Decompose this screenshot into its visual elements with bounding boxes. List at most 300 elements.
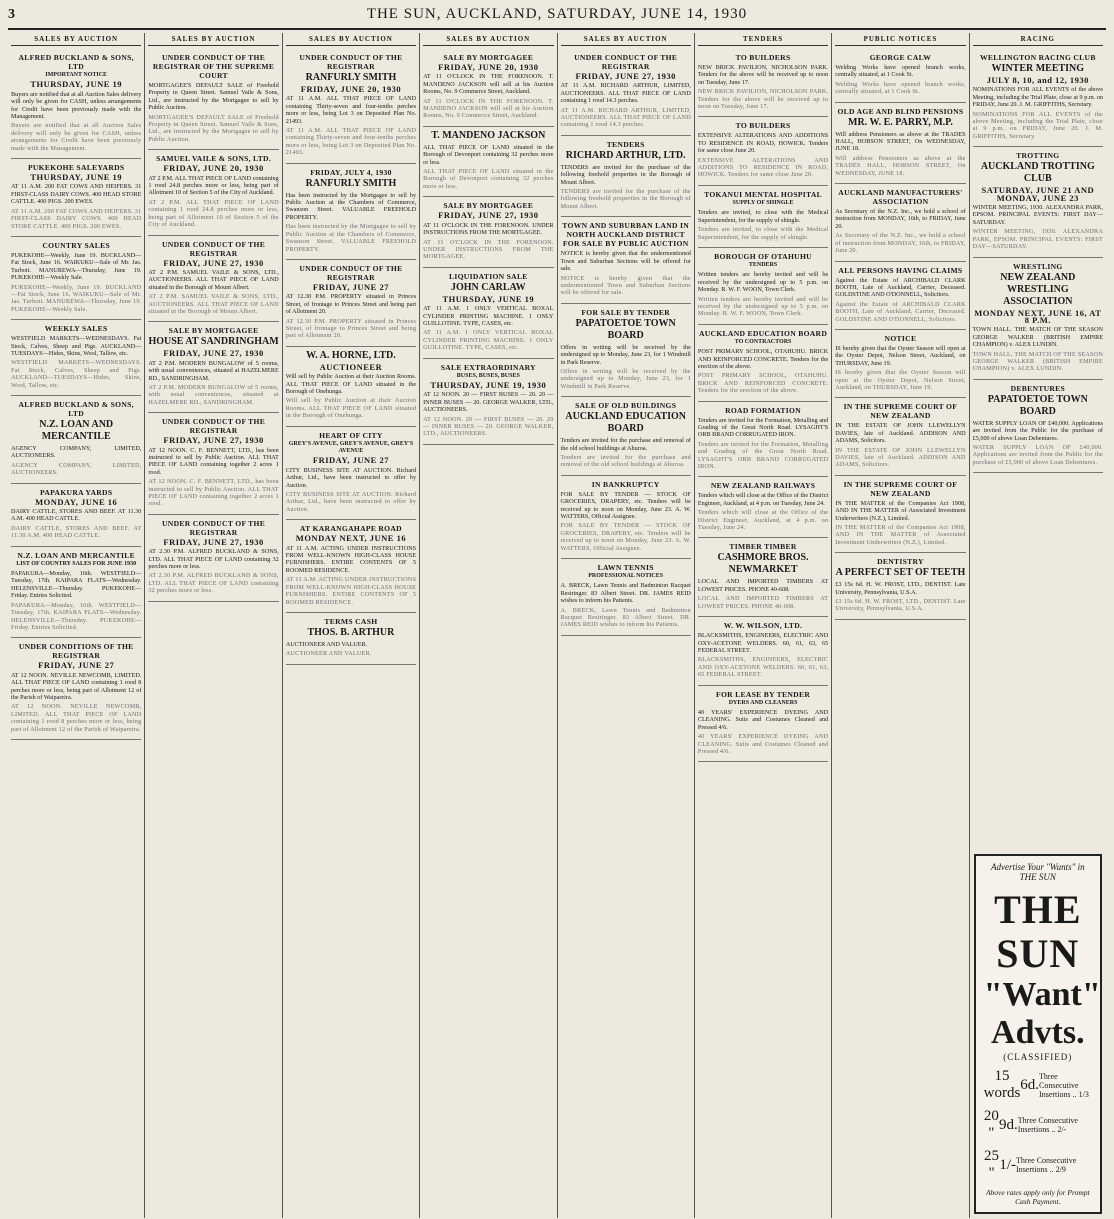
ad-filler-text: WINTER MEETING, 1930. ALEXANDRA PARK, EPSOM. PRINCIPAL EVENTS: FIRST DAY—SATURDAY.: [972, 228, 1103, 251]
ad-title: UNDER CONDUCT OF THE REGISTRAR: [299, 263, 403, 282]
ad-body: LOCAL AND IMPORTED TIMBERS AT LOWEST PRICES. PHONE 40-608.: [697, 578, 829, 593]
column-4: [420, 33, 557, 1218]
ad-body: TENDERS are invited for the purchase of the following freehold properties in the Borough of Mount Albert.: [560, 163, 691, 186]
ad-headline: MR. W. E. PARRY, M.P.: [848, 116, 953, 128]
ad-filler-text: Will sell by Public Auction at their Auction Rooms. ALL THAT PIECE OF LAND situated in the Borough of Onehunga.: [285, 397, 417, 420]
ad-title: TOWN AND SUBURBAN LAND IN NORTH AUCKLAND DISTRICT FOR SALE BY PUBLIC AUCTION: [562, 221, 690, 249]
advertisement: [148, 322, 278, 413]
ad-body: ALL THAT PIECE OF LAND situated in the Borough of Devonport containing 32 perches more or less.: [423, 143, 554, 166]
ad-headline: THOS. B. ARTHUR: [307, 626, 395, 638]
rate-three-insertions: Three Consecutive Insertions .. 1/3: [1039, 1071, 1089, 1099]
ad-body: Will sell by Public Auction at their Auction Rooms. ALL THAT PIECE OF LAND situated in the Borough of Onehunga.: [285, 373, 417, 395]
ad-filler-text: PAPAKURA—Monday, 16th. WESTFIELD—Tuesday, 17th. KAIPARA FLATS—Wednesday. HELENSVILLE—Thursday. PUKEKOHE—Friday. Entries Solicited.: [11, 601, 142, 631]
ad-date: THURSDAY, JUNE 19: [30, 172, 123, 183]
ad-filler-text: AT 11 A.M. ALL THAT PIECE OF LAND containing Thirty-seven and four-tenths perches more or less, being Lot 3 on Deposited Plan No. 21493.: [285, 127, 417, 157]
ad-body: A. BRECK, Lawn Tennis and Badminton Racquet Restringer. 83 Albert Street. DR. JAMES REID wishes to inform his Patients.: [560, 582, 691, 605]
advertisement: [561, 476, 691, 559]
masthead: [8, 6, 1106, 30]
ad-title: IN THE SUPREME COURT OF NEW ZEALAND: [843, 479, 958, 498]
ad-title: FOR SALE BY TENDER: [581, 307, 671, 317]
ad-body: Written tenders are hereby invited and will be received by the undersigned up to 5 p.m. on Monday. R. W. F. WOON, Town Clerk.: [697, 271, 829, 294]
advertisement: [835, 262, 965, 330]
ad-filler-text: ALL THAT PIECE OF LAND situated in the Borough of Devonport containing 32 perches more or less.: [423, 168, 554, 190]
ad-body: PUKEKOHE—Weekly, June 19. BUCKLAND—Fat Stock, June 16. WAIKUKU—Sale of Mr. Jas. Turbott. MANUREWA—Thursday, June 19. PUKEKOHE—Weekly Sale.: [11, 251, 142, 282]
ad-title: ALL PERSONS HAVING CLAIMS: [838, 265, 963, 275]
ad-title: NOTICE: [884, 333, 917, 343]
advertisement: [835, 553, 965, 620]
ad-title: UNDER CONDUCT OF THE REGISTRAR: [162, 239, 266, 258]
ad-title: TIMBER TIMBER: [729, 542, 797, 552]
ad-body: AT 12 NOON. C. F. BENNETT, LTD., has been instructed to sell by Public Auction. ALL THAT PIECE OF LAND containing together 2 acres 1 rood.: [148, 446, 279, 476]
ad-body: AT 2 P.M. MODERN BUNGALOW of 5 rooms, with usual conveniences, situated at HAZELMERE RD., SANDRINGHAM.: [148, 359, 279, 382]
ad-title: UNDER CONDUCT OF THE REGISTRAR: [162, 518, 266, 537]
ad-date: FRIDAY, JUNE 27, 1930: [163, 257, 264, 268]
advertisement: [561, 136, 691, 217]
ad-filler-text: AT 2 P.M. SAMUEL VAILE & SONS, LTD., AUCTIONEERS. ALL THAT PIECE OF LAND situated in the Borough of Mount Albert.: [148, 293, 279, 315]
advertisement: [286, 427, 416, 521]
advertisement: [973, 49, 1103, 147]
ad-title: HEART OF CITY: [319, 430, 383, 440]
ad-filler-text: NOTICE is hereby given that the undermentioned Town and Suburban Sections will be offered for sale.: [560, 274, 691, 297]
rate-price: 1/-: [999, 1156, 1017, 1173]
ad-date: MONDAY, JUNE 16: [35, 496, 118, 507]
ad-title: WELLINGTON RACING CLUB: [979, 53, 1096, 62]
ad-title: PUKEKOHE SALEYARDS: [27, 163, 125, 173]
column-2: [145, 33, 282, 1218]
newspaper-title: THE SUN, AUCKLAND, SATURDAY, JUNE 14, 1930: [366, 6, 748, 22]
ad-title: ALFRED BUCKLAND & SONS, LTD: [18, 53, 134, 71]
ad-body: FOR SALE BY TENDER — STOCK OF GROCERIES, DRAPERY, etc. Tenders will be received up to noon on Monday, June 23. A. W. WATTERS, Official Assignee.: [560, 490, 691, 520]
ad-body: Will address Pensioners as above at the TRADES HALL, HOBSON STREET, On WEDNESDAY, JUNE 18.: [835, 130, 966, 153]
ad-title: SALE OF OLD BUILDINGS: [575, 401, 677, 411]
advertisement: [11, 320, 141, 396]
ad-body: AT 11 A.M. RICHARD ARTHUR, LIMITED, AUCTIONEERS. ALL THAT PIECE OF LAND containing 1 rood 14.3 perches.: [560, 82, 691, 105]
want-ads-classified: (CLASSIFIED): [1003, 1052, 1073, 1062]
ad-body: NOMINATIONS FOR ALL EVENTS of the above Meeting, including the Trial Plate, close at 9 p.m. on FRIDAY, June 20. J. M. GRIFFITHS, Secretary.: [972, 86, 1103, 109]
ad-title: TROTTING: [1016, 151, 1060, 161]
ad-filler-text: £3 15s 6d. H. W. FROST, LTD., DENTIST. Late University, Pennsylvania, U.S.A.: [835, 598, 966, 613]
advertisement: [698, 402, 828, 478]
ad-filler-text: AT 12 NOON. 20 — FIRST BUSES — 20. 20 — INNER BUSES — 20. GEORGE WALKER, LTD., AUCTIONEERS.: [423, 415, 554, 438]
ad-body: POST PRIMARY SCHOOL, OTAHUHU. BRICK AND REINFORCED CONCRETE. Tenders for the erection of the above.: [697, 348, 829, 370]
advertisement: [973, 380, 1103, 473]
ad-title: TENDERS: [606, 139, 645, 149]
ad-title: SALE BY MORTGAGEE: [443, 53, 534, 62]
ad-filler-text: Offers in writing will be received by the undersigned up to Monday, June 23, for 1 Windmill in Park Reserve.: [560, 367, 691, 390]
ad-headline: AUCKLAND TROTTING CLUB: [980, 161, 1095, 185]
advertisement: [148, 150, 278, 235]
ad-title: UNDER CONDUCT OF THE REGISTRAR: [574, 53, 678, 71]
ad-body: Tenders are invited, to close with the Medical Superintendent, for the supply of shingle.: [697, 209, 829, 224]
ad-filler-text: 40 YEARS' EXPERIENCE DYEING AND CLEANING. Suits and Costumes Cleaned and Pressed 4/6.: [697, 733, 829, 755]
ad-headline: CASHMORE BROS. NEWMARKET: [717, 552, 809, 576]
advertisement: [698, 477, 828, 538]
advertisement: [561, 217, 691, 303]
ad-date: MONDAY NEXT, JUNE 16, AT 8 P.M.: [974, 307, 1102, 325]
column-7: [832, 33, 969, 1218]
ad-subtitle: SUPPLY OF SHINGLE: [732, 199, 794, 206]
ad-body: WATER SUPPLY LOAN OF £40,000. Applications are invited from the Public for the purchase of £5,000 of above Loan Debentures.: [972, 419, 1103, 442]
ad-body: £3 15s 6d. H. W. FROST, LTD., DENTIST. Late University, Pennsylvania, U.S.A.: [835, 581, 966, 596]
ad-body: AT 11 O'CLOCK IN THE FORENOON. UNDER INSTRUCTIONS FROM THE MORTGAGEE.: [423, 221, 554, 237]
ad-title: TO BUILDERS: [735, 53, 791, 62]
ad-title: TERMS CASH: [324, 616, 378, 626]
rate-words: 25 ": [984, 1148, 999, 1181]
ad-title: ROAD FORMATION: [725, 405, 802, 415]
ad-date: FRIDAY, JUNE 20, 1930: [438, 62, 539, 72]
ad-headline: T. MANDENO JACKSON: [431, 129, 546, 141]
advertisement: [286, 260, 416, 347]
ad-filler-text: Buyers are notified that at all Auction Sales delivery will only be given for CASH, unless arrangements for Credit have been previously made with the Management.: [11, 122, 142, 152]
ad-date: FRIDAY, JUNE 20, 1930: [163, 163, 264, 174]
want-ads-title: "Want" Advts.: [983, 976, 1101, 1051]
ad-title: IN THE SUPREME COURT OF NEW ZEALAND: [843, 402, 958, 421]
ad-filler-text: Tenders are invited for the Formation, Metalling and Grading of the Great North Road. LYSAGHT'S ORB BRAND CORRUGATED IRON.: [697, 440, 829, 471]
want-ads-sun: THE SUN: [994, 887, 1082, 976]
ad-title: WEEKLY SALES: [44, 324, 108, 334]
column-heading: PUBLIC NOTICES: [835, 33, 965, 46]
advertisement: [286, 520, 416, 613]
column-3: [283, 33, 420, 1218]
ad-title: W. W. WILSON, LTD.: [723, 621, 803, 631]
ad-filler-text: NOMINATIONS FOR ALL EVENTS of the above Meeting, including the Trial Plate, close at 9 p.m. on FRIDAY, June 20. J. M. GRIFFITHS, Secretary.: [972, 110, 1103, 140]
ad-filler-text: AT 11 A.M. 1 ONLY VERTICAL BOXAL CYLINDER PRINTING MACHINE. 1 ONLY GUILLOTINE. TYPE, CASES, etc.: [423, 329, 554, 352]
ad-body: AT 2 P.M. SAMUEL VAILE & SONS, LTD., AUCTIONEERS. ALL THAT PIECE OF LAND situated in the Borough of Mount Albert.: [148, 268, 279, 291]
ad-filler-text: MORTGAGEE'S DEFAULT SALE of Freehold Property in Queen Street. Samuel Vaile & Sons, Ltd., are instructed by the Mortgagee to sell by Public Auction.: [148, 113, 279, 143]
ad-title: TO BUILDERS: [735, 121, 791, 131]
column-heading: SALES BY AUCTION: [11, 33, 141, 46]
ad-title: DENTISTRY: [877, 557, 924, 567]
ad-filler-text: IN THE MATTER of the Companies Act 1908, AND IN THE MATTER of Associated Investment Underwriters (N.Z.), Limited.: [835, 524, 966, 546]
ad-body: AT 11 A.M. ALL THAT PIECE OF LAND containing Thirty-seven and four-tenths perches more or less, being Lot 3 on Deposited Plan No. 21493.: [285, 95, 417, 125]
ad-filler-text: AT 2 P.M. ALL THAT PIECE OF LAND containing 1 rood 24.8 perches more or less, being part of Allotment 10 of Section 5 of the City of Auckland.: [148, 198, 279, 229]
ad-title: LIQUIDATION SALE: [448, 271, 528, 281]
ad-filler-text: Will address Pensioners as above at the TRADES HALL, HOBSON STREET, On WEDNESDAY, JUNE 18.: [835, 154, 966, 177]
column-heading: SALES BY AUCTION: [286, 33, 416, 46]
ad-body: MORTGAGEE'S DEFAULT SALE of Freehold Property in Queen Street. Samuel Vaile & Sons, Ltd., are instructed by the Mortgagee to sell by Public Auction.: [148, 82, 279, 112]
column-heading: RACING: [973, 33, 1103, 46]
ad-filler-text: IN THE ESTATE OF JOHN LLEWELLYN DAVIES, late of Auckland. ADDISON AND ADAMS, Solicitors.: [835, 446, 966, 469]
ad-filler-text: AT 12 NOON. C. F. BENNETT, LTD., has been instructed to sell by Public Auction. ALL THAT PIECE OF LAND containing together 2 acres 1 rood.: [148, 478, 279, 508]
columns: [8, 33, 1106, 1218]
ad-headline: RICHARD ARTHUR, LTD.: [565, 149, 686, 161]
ad-title: AUCKLAND EDUCATION BOARD: [698, 328, 828, 338]
advertisement: [11, 159, 141, 237]
want-ads-note: Above rates apply only for Prompt Cash Payment.: [985, 1188, 1090, 1206]
advertisement: [423, 49, 553, 127]
ad-date: THURSDAY, JUNE 19: [30, 79, 123, 90]
ad-title: NEW ZEALAND RAILWAYS: [710, 481, 816, 491]
ad-body: TOWN HALL. THE MATCH OF THE SEASON GEORGE WALKER (BRITISH EMPIRE CHAMPION) v. ALEX LUNDIN.: [972, 326, 1103, 349]
ad-date: FRIDAY, JUNE 27, 1930: [575, 71, 676, 81]
ad-title: AUCKLAND MANUFACTURERS' ASSOCIATION: [838, 188, 963, 207]
ad-filler-text: TOWN HALL. THE MATCH OF THE SEASON GEORGE WALKER (BRITISH EMPIRE CHAMPION) v. ALEX LUNDIN.: [972, 350, 1103, 373]
ad-title: SALE EXTRAORDINARY: [440, 362, 536, 372]
ad-filler-text: EXTENSIVE ALTERATIONS AND ADDITIONS TO RESIDENCE IN ROAD, HOWICK. Tenders for same close June 20.: [697, 156, 829, 179]
ad-body: BLACKSMITHS, ENGINEERS, ELECTRIC AND OXY-ACETONE WELDERS. 60, 61, 63, 65 FEDERAL STREET.: [697, 632, 829, 654]
ad-body: AT 11 A.M. ACTING UNDER INSTRUCTIONS FROM WELL-KNOWN HIGH-CLASS HOUSE FURNISHERS. ENTIRE CONTENTS OF 5 ROOMED RESIDENCE.: [285, 544, 417, 574]
advertisement: [11, 396, 141, 484]
ad-date: FRIDAY, JUNE 27, 1930: [163, 536, 264, 547]
ad-body: 40 YEARS' EXPERIENCE DYEING AND CLEANING. Suits and Costumes Cleaned and Pressed 4/6.: [697, 708, 829, 731]
ad-title: FOR LEASE BY TENDER: [716, 689, 811, 699]
column-1: [8, 33, 145, 1218]
advertisement: [423, 268, 553, 359]
ad-filler-text: AT 11 O'CLOCK IN THE FORENOON. T. MANDENO JACKSON will sell at his Auction Rooms, No. 9 Commerce Street, Auckland.: [423, 97, 554, 120]
rate-price: 9d.: [999, 1116, 1018, 1133]
ad-body: NOTICE is hereby given that the undermentioned Town and Suburban Sections will be offered for sale.: [560, 250, 691, 273]
ad-headline: A PERFECT SET OF TEETH: [835, 567, 966, 579]
advertisement: [423, 127, 553, 197]
ad-filler-text: FOR SALE BY TENDER — STOCK OF GROCERIES, DRAPERY, etc. Tenders will be received up to noon on Monday, June 23. A. W. WATTERS, Official Assignee.: [560, 522, 691, 552]
ad-filler-text: PUKEKOHE—Weekly, June 19. BUCKLAND—Fat Stock, June 16. WAIKUKU—Sale of Mr. Jas. Turbott. MANUREWA—Thursday, June 19. PUKEKOHE—Weekly Sale.: [11, 283, 142, 313]
ad-title: DEBENTURES: [1010, 383, 1066, 393]
ad-body: NEW BRICK PAVILION, NICHOLSON PARK. Tenders for the above will be received up to noon on Tuesday, June 17.: [697, 64, 829, 86]
ad-date: FRIDAY, JUNE 27, 1930: [163, 435, 264, 446]
ad-filler-text: IS hereby given that the Oyster Season will open at the Oyster Depot, Nelson Street, Auckland, on THURSDAY, June 19.: [835, 369, 966, 391]
ad-filler-text: LOCAL AND IMPORTED TIMBERS AT LOWEST PRICES. PHONE 40-608.: [697, 595, 829, 610]
ad-filler-text: AGENCY COMPANY, LIMITED, AUCTIONEERS.: [11, 461, 142, 477]
advertisement: [286, 164, 416, 260]
rate-row: [984, 1108, 1092, 1142]
ad-subtitle: TO CONTRACTORS: [734, 338, 792, 345]
ad-body: AT 2 P.M. ALL THAT PIECE OF LAND containing 1 rood 24.8 perches more or less, being part of Allotment 10 of Section 5 of the City of Auckland.: [148, 174, 279, 197]
ad-title: ALFRED BUCKLAND & SONS, LTD: [18, 400, 134, 418]
ad-headline: PAPATOETOE TOWN BOARD: [987, 393, 1088, 417]
ad-body: IN THE MATTER of the Companies Act 1908, AND IN THE MATTER of Associated Investment Underwriters (N.Z.), Limited.: [835, 499, 966, 522]
advertisement: [698, 325, 828, 402]
ad-headline: AUCKLAND EDUCATION BOARD: [565, 411, 687, 435]
ad-body: WINTER MEETING, 1930. ALEXANDRA PARK, EPSOM. PRINCIPAL EVENTS: FIRST DAY—SATURDAY.: [972, 204, 1103, 226]
advertisement: [835, 398, 965, 475]
advertisement: [561, 397, 691, 476]
ad-body: Tenders are invited for the purchase and removal of the old school buildings at Ahuroa.: [560, 437, 691, 452]
ad-date: FRIDAY, JUNE 27: [312, 455, 389, 466]
ad-title: FRIDAY, JULY 4, 1930: [310, 167, 392, 177]
ad-title: BOROUGH OF OTAHUHU: [714, 251, 812, 261]
ad-subtitle: DYERS AND CLEANERS: [728, 699, 798, 706]
ad-headline: RANFURLY SMITH: [305, 177, 397, 189]
ad-filler-text: AT 2 P.M. MODERN BUNGALOW of 5 rooms, with usual conveniences, situated at HAZELMERE RD., SANDRINGHAM.: [148, 383, 279, 406]
ad-body: AT 12 NOON. NEVILLE NEWCOMB, LIMITED. ALL THAT PIECE OF LAND containing 1 rood 8 perches more or less, being part of Allotment 12 of the Parish of Waipareira.: [11, 671, 142, 701]
advertisement: [11, 638, 141, 740]
column-heading: SALES BY AUCTION: [423, 33, 553, 46]
advertisement: [11, 484, 141, 547]
ad-body: Offers in writing will be received by the undersigned up to Monday, June 23, for 1 Windmill in Park Reserve.: [560, 343, 691, 366]
advertisement: [423, 359, 553, 445]
rate-price: 6d.: [1020, 1076, 1040, 1093]
ad-body: AGENCY COMPANY, LIMITED, AUCTIONEERS.: [11, 445, 142, 460]
rate-row: [984, 1148, 1092, 1182]
advertisement: [698, 186, 828, 248]
ad-body: EXTENSIVE ALTERATIONS AND ADDITIONS TO RESIDENCE IN ROAD, HOWICK. Tenders for same close June 20.: [697, 132, 829, 155]
ad-body: AT 12 NOON. 20 — FIRST BUSES — 20. 20 — INNER BUSES — 20. GEORGE WALKER, LTD., AUCTIONEERS.: [423, 391, 554, 414]
ad-body: AT 11 O'CLOCK IN THE FORENOON. T. MANDENO JACKSON will sell at his Auction Rooms, No. 9 Commerce Street, Auckland.: [423, 73, 554, 96]
ad-filler-text: Welding Works have opened branch works, centrally situated, at 1 Cook St.: [835, 80, 966, 96]
column-heading: TENDERS: [698, 33, 828, 46]
ad-filler-text: Against the Estate of ARCHIBALD CLARK BOOTH, Late of Auckland, Carrier, Deceased. GOLDSTINE AND O'DONNELL, Solicitors.: [835, 300, 966, 323]
ad-headline: JOHN CARLAW: [450, 281, 526, 293]
advertisement: [286, 613, 416, 665]
ad-filler-text: CITY BUSINESS SITE AT AUCTION. Richard Arthur, Ltd., have been instructed to offer by Auction.: [285, 491, 417, 513]
advertisement: [973, 147, 1103, 257]
ad-title: SALE BY MORTGAGEE: [443, 201, 534, 211]
ad-title: WRESTLING: [1013, 261, 1063, 271]
column-8: [970, 33, 1106, 1218]
ad-date: FRIDAY, JUNE 27: [38, 660, 115, 671]
ad-date: FRIDAY, JUNE 27, 1930: [438, 210, 539, 221]
column-heading: SALES BY AUCTION: [561, 33, 691, 46]
ad-filler-text: Tenders are invited for the purchase and removal of the old school buildings at Ahuroa.: [560, 453, 691, 469]
advertisement: [835, 184, 965, 261]
rate-three-insertions: Three Consecutive Insertions .. 2/9: [1016, 1156, 1077, 1174]
ad-body: AT 2.30 P.M. ALFRED BUCKLAND & SONS, LTD. ALL THAT PIECE OF LAND containing 32 perches more or less.: [148, 548, 279, 571]
ad-filler-text: Written tenders are hereby invited and will be received by the undersigned up to 5 p.m. on Monday. R. W. F. WOON, Town Clerk.: [697, 295, 829, 318]
ad-filler-text: POST PRIMARY SCHOOL, OTAHUHU. BRICK AND REINFORCED CONCRETE. Tenders for the erection of the above.: [697, 372, 829, 395]
ad-title: IN BANKRUPTCY: [591, 479, 660, 489]
column-6: [695, 33, 832, 1218]
ad-headline: WINTER MEETING: [991, 63, 1085, 74]
ad-date: FRIDAY, JUNE 20, 1930: [300, 84, 402, 94]
ad-filler-text: AT 11 A.M. 200 FAT COWS AND HEIFERS. 31 FIRST-CLASS DAIRY COWS. 400 HEAD STORE CATTLE. 400 PIGS. 200 EWES.: [11, 207, 142, 230]
ad-filler-text: BLACKSMITHS, ENGINEERS, ELECTRIC AND OXY-ACETONE WELDERS. 60, 61, 63, 65 FEDERAL STREET.: [697, 656, 829, 679]
advertisement: [698, 117, 828, 185]
ad-body: IS hereby given that the Oyster Season will open at the Oyster Depot, Nelson Street, Auckland, on THURSDAY, June 19.: [835, 344, 966, 367]
advertisement: [148, 236, 278, 323]
ad-date: FRIDAY, JUNE 27: [312, 281, 389, 292]
ad-body: Against the Estate of ARCHIBALD CLARK BOOTH, Late of Auckland, Carrier, Deceased. GOLDSTINE AND O'DONNELL, Solicitors.: [835, 276, 966, 299]
ad-title: UNDER CONDUCT OF THE REGISTRAR: [299, 53, 403, 71]
ad-date: FRIDAY, JUNE 27, 1930: [163, 348, 264, 359]
ad-title: UNDER CONDITIONS OF THE REGISTRAR: [18, 642, 134, 661]
ad-filler-text: AT 11 A.M. ACTING UNDER INSTRUCTIONS FROM WELL-KNOWN HIGH-CLASS HOUSE FURNISHERS. ENTIRE CONTENTS OF 5 ROOMED RESIDENCE.: [285, 576, 417, 606]
advertisement: [561, 559, 691, 636]
ad-body: Has been instructed by the Mortgagee to sell by Public Auction at the Chambers of Commerce, Swanson Street. VALUABLE FREEHOLD PROPERTY.: [285, 191, 417, 221]
column-heading: SALES BY AUCTION: [148, 33, 278, 46]
ad-title: SALE BY MORTGAGEE: [168, 326, 259, 336]
advertisement: [148, 413, 278, 515]
ad-filler-text: Has been instructed by the Mortgagee to sell by Public Auction at the Chambers of Commerce, Swanson Street. VALUABLE FREEHOLD PROPERTY.: [285, 223, 417, 253]
ad-filler-text: AUCTIONEER AND VALUER.: [285, 650, 372, 658]
ad-date: MONDAY NEXT, JUNE 16: [295, 533, 407, 544]
ad-date: JULY 8, 10, and 12, 1930: [986, 75, 1089, 85]
ad-title: GEORGE CALW: [869, 53, 932, 62]
ad-subtitle: BUSES, BUSES, BUSES: [456, 372, 520, 379]
ad-title: TOKANUI MENTAL HOSPITAL: [704, 189, 822, 199]
advertisement: [835, 49, 965, 103]
advertisement: [698, 617, 828, 685]
advertisement: [11, 49, 141, 159]
ad-body: DAIRY CATTLE, STORES AND BEEF. AT 11.30 A.M. 400 HEAD CATTLE.: [11, 508, 142, 523]
ad-body: AT 12.30 P.M. PROPERTY situated in Princes Street, of frontage to Princes Street and being part of Allotment 20.: [285, 293, 417, 316]
ad-filler-text: A. BRECK, Lawn Tennis and Badminton Racquet Restringer. 83 Albert Street. DR. JAMES REID wishes to inform his Patients.: [560, 606, 691, 629]
ad-subtitle: GREY'S AVENUE, GREY'S AVENUE, GREY'S AVENUE: [288, 440, 414, 454]
ad-filler-text: AT 12 NOON. NEVILLE NEWCOMB, LIMITED. ALL THAT PIECE OF LAND containing 1 rood 8 perches more or less, being part of Allotment 12 of the Parish of Waipareira.: [11, 703, 142, 733]
advertisement: [11, 547, 141, 639]
ad-subtitle: PROFESSIONAL NOTICES: [588, 573, 664, 580]
want-ads-box: [974, 854, 1102, 1214]
page-number: 3: [8, 7, 15, 22]
ad-filler-text: AT 2.30 P.M. ALFRED BUCKLAND & SONS, LTD. ALL THAT PIECE OF LAND containing 32 perches more or less.: [148, 572, 279, 595]
rate-row: [984, 1068, 1092, 1102]
advertisement: [423, 197, 553, 267]
ad-body: Buyers are notified that at all Auction Sales delivery will only be given for CASH, unless arrangements for Credit have been previously made with the Management.: [11, 90, 142, 121]
ad-body: AT 11 A.M. 1 ONLY VERTICAL BOXAL CYLINDER PRINTING MACHINE. 1 ONLY GUILLOTINE. TYPE, CASES, etc.: [423, 305, 554, 327]
advertisement: [561, 304, 691, 397]
ad-filler-text: Tenders which will close at the Office of the District Engineer, Auckland, at 4 p.m. on Tuesday, June 24.: [697, 509, 829, 532]
ad-body: WESTFIELD MARKETS—WEDNESDAYS. Fat Stock, Calves, Sheep and Pigs. AUCKLAND—TUESDAYS—Hides, Skins, Wool, Tallow, etc.: [11, 335, 142, 357]
advertisement: [698, 538, 828, 617]
ad-filler-text: NEW BRICK PAVILION, NICHOLSON PARK. Tenders for the above will be received up to noon on Tuesday, June 17.: [697, 88, 829, 111]
rate-words: 20 ": [983, 1108, 999, 1141]
ad-filler-text: TENDERS are invited for the purchase of the following freehold properties in the Borough of Mount Albert.: [560, 188, 691, 210]
ad-filler-text: WATER SUPPLY LOAN OF £40,000. Applications are invited from the Public for the purchase of £5,000 of above Loan Debentures.: [972, 443, 1103, 466]
advertisement: [835, 103, 965, 184]
ad-body: Tenders are invited for the Formation, Metalling and Grading of the Great North Road. LYSAGHT'S ORB BRAND CORRUGATED IRON.: [697, 416, 829, 439]
ad-body: CITY BUSINESS SITE AT AUCTION. Richard Arthur, Ltd., have been instructed to offer by Auction.: [285, 466, 417, 489]
ad-body: IN THE ESTATE OF JOHN LLEWELLYN DAVIES, late of Auckland. ADDISON AND ADAMS, Solicitors.: [835, 422, 966, 445]
ad-filler-text: Tenders are invited, to close with the Medical Superintendent, for the supply of shingle.: [697, 226, 829, 241]
ad-filler-text: WESTFIELD MARKETS—WEDNESDAYS. Fat Stock, Calves, Sheep and Pigs. AUCKLAND—TUESDAYS—Hides, Skins, Wool, Tallow, etc.: [11, 359, 142, 389]
ad-date: THURSDAY, JUNE 19: [442, 293, 535, 304]
advertisement: [973, 258, 1103, 380]
ad-subtitle: IMPORTANT NOTICE: [45, 72, 108, 78]
ad-title: LAWN TENNIS: [597, 563, 654, 573]
want-ads-lead: Advertise Your "Wants" in THE SUN: [990, 862, 1085, 882]
ad-body: AUCTIONEER AND VALUER.: [285, 640, 368, 648]
ad-headline: N.Z. LOAN AND MERCANTILE: [39, 419, 114, 442]
advertisement: [698, 49, 828, 117]
ad-date: THURSDAY, JUNE 19, 1930: [430, 379, 547, 390]
ad-headline: NEW ZEALAND WRESTLING ASSOCIATION: [1000, 271, 1076, 307]
advertisement: [698, 248, 828, 325]
column-5: [558, 33, 695, 1218]
advertisement: [835, 476, 965, 553]
ad-date: AUCTIONEER: [319, 361, 383, 372]
ad-title: PAPAKURA YARDS: [40, 487, 113, 497]
ad-headline: W. A. HORNE, LTD.: [306, 349, 396, 361]
ad-title: OLD AGE AND BLIND PENSIONS: [837, 106, 964, 116]
ad-body: Tenders which will close at the Office of the District Engineer, Auckland, at 4 p.m. on Tuesday, June 24.: [697, 492, 829, 507]
ad-subtitle: TENDERS: [748, 261, 778, 268]
ad-title: SAMUEL VAILE & SONS, LTD.: [156, 154, 272, 164]
rate-three-insertions: Three Consecutive Insertions .. 2/-: [1017, 1116, 1078, 1134]
advertisement: [148, 49, 278, 150]
advertisement: [286, 49, 416, 164]
ad-title: AT KARANGAHAPE ROAD: [299, 524, 402, 534]
ad-subtitle: LIST OF COUNTRY SALES FOR JUNE 1930: [16, 560, 137, 567]
advertisement: [148, 515, 278, 602]
ad-title: N.Z. LOAN AND MERCANTILE: [17, 550, 135, 560]
ad-body: Welding Works have opened branch works, centrally situated, at 1 Cook St.: [835, 64, 966, 79]
advertisement: [835, 330, 965, 398]
ad-filler-text: AT 11 O'CLOCK IN THE FORENOON. UNDER INSTRUCTIONS FROM THE MORTGAGEE.: [423, 238, 554, 261]
advertisement: [561, 49, 691, 136]
ad-filler-text: AT 12.30 P.M. PROPERTY situated in Princes Street, of frontage to Princes Street and being part of Allotment 20.: [285, 317, 417, 340]
ad-title: COUNTRY SALES: [42, 240, 111, 250]
ad-headline: PAPATOETOE TOWN BOARD: [575, 317, 676, 341]
ad-body: AT 11 A.M. 200 FAT COWS AND HEIFERS. 31 FIRST-CLASS DAIRY COWS. 400 HEAD STORE CATTLE. 400 PIGS. 200 EWES.: [11, 183, 142, 206]
advertisement: [698, 686, 828, 763]
ad-headline: HOUSE AT SANDRINGHAM: [148, 336, 279, 348]
ad-date: SATURDAY, JUNE 21 AND MONDAY, JUNE 23: [981, 185, 1095, 203]
ad-filler-text: DAIRY CATTLE, STORES AND BEEF. AT 11.30 A.M. 400 HEAD CATTLE.: [11, 524, 142, 540]
ad-title: UNDER CONDUCT OF THE REGISTRAR: [162, 417, 266, 436]
ad-body: PAPAKURA—Monday, 16th. WESTFIELD—Tuesday, 17th. KAIPARA FLATS—Wednesday. HELENSVILLE—Thursday. PUKEKOHE—Friday. Entries Solicited.: [11, 570, 142, 600]
advertisement: [11, 237, 141, 320]
ad-body: As Secretary of the N.Z. Inc., we hold a school of instruction from MONDAY, 16th, to FRIDAY, June 20.: [835, 208, 966, 230]
ad-headline: RANFURLY SMITH: [305, 72, 397, 83]
